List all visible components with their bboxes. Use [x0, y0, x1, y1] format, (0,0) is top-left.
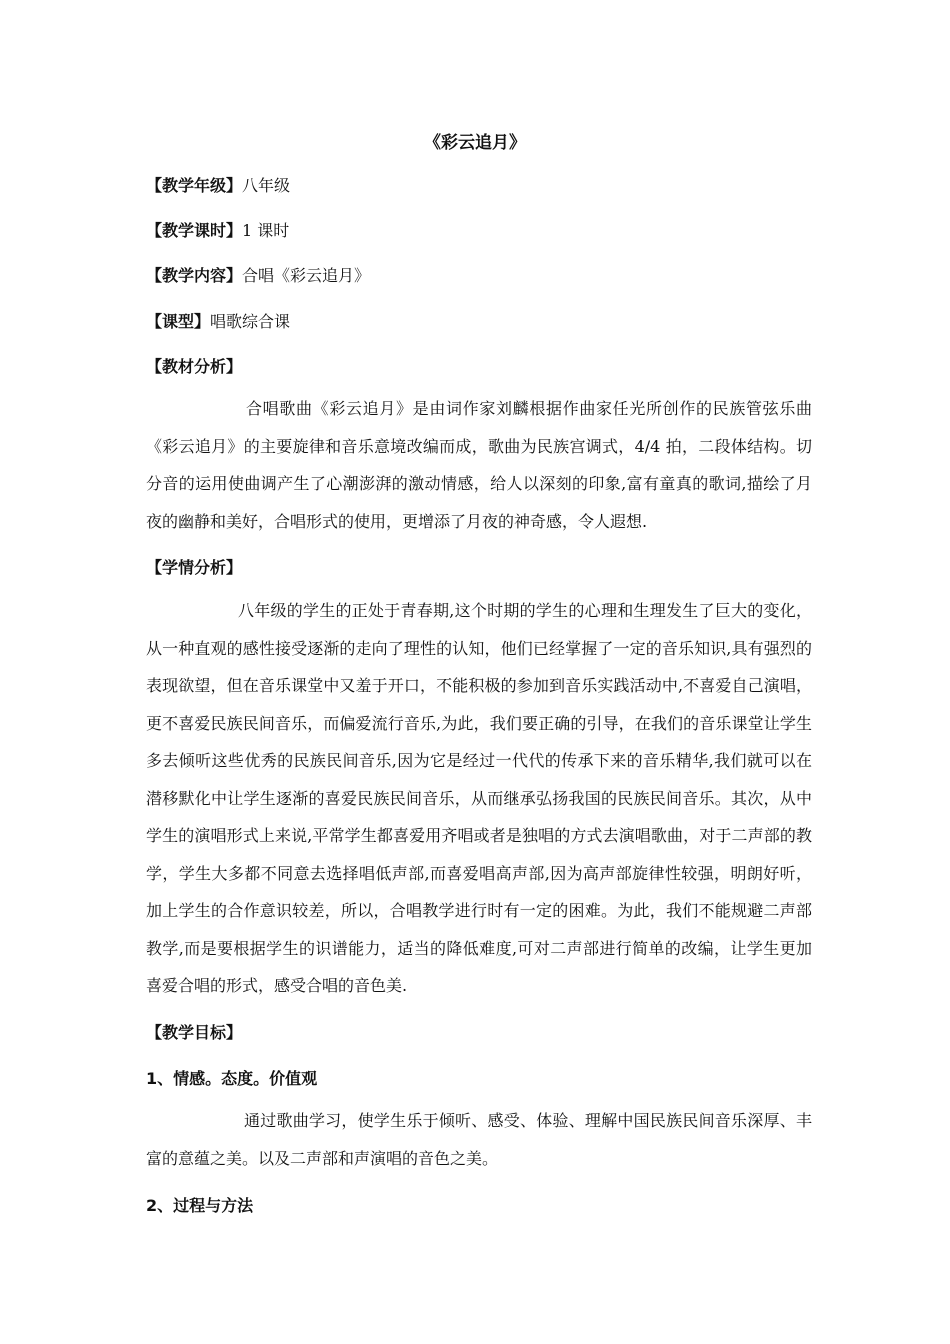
grade-row — [146, 173, 290, 196]
objective-2-heading: 2、过程与方法 — [146, 1196, 254, 1215]
hours-value: 1 课时 — [242, 221, 290, 240]
content-row — [146, 263, 370, 286]
lesson-type-label: 【课型】 — [146, 312, 211, 331]
content-label: 【教学内容】 — [146, 266, 243, 285]
student-analysis-heading: 【学情分析】 — [146, 558, 243, 577]
objectives-heading: 【教学目标】 — [146, 1023, 243, 1042]
document-title: 《彩云追月》 — [424, 133, 526, 153]
material-analysis-heading: 【教材分析】 — [146, 357, 243, 376]
content-value: 合唱《彩云追月》 — [242, 266, 371, 285]
hours-row — [146, 218, 289, 241]
lesson-type-row — [146, 309, 290, 332]
grade-label: 【教学年级】 — [146, 176, 243, 195]
material-analysis-text: 合唱歌曲《彩云追月》是由词作家刘麟根据作曲家任光所创作的民族管弦乐曲《彩云追月》的主要旋律和音乐意境改编而成，歌曲为民族宫调式，4/4 拍，二段体结构。切分音的运用使曲调产生了心潮澎湃的激动情感，给人以深刻的印象,富有童真的歌词,描绘了月夜的幽静和美好，合唱形式的使用，更增添了月夜的神奇感，令人遐想. — [146, 399, 812, 531]
lesson-type-value: 唱歌综合课 — [210, 312, 291, 331]
objective-1-text: 通过歌曲学习，使学生乐于倾听、感受、体验、理解中国民族民间音乐深厚、丰富的意蕴之美。以及二声部和声演唱的音色之美。 — [146, 1111, 812, 1168]
objective-1-heading: 1、情感。态度。价值观 — [146, 1069, 318, 1088]
hours-label: 【教学课时】 — [146, 221, 243, 240]
grade-value: 八年级 — [242, 176, 291, 195]
student-analysis-text: 八年级的学生的正处于青春期,这个时期的学生的心理和生理发生了巨大的变化，从一种直观的感性接受逐渐的走向了理性的认知，他们已经掌握了一定的音乐知识,具有强烈的表现欲望，但在音乐课堂中又羞于开口，不能积极的参加到音乐实践活动中,不喜爱自己演唱，更不喜爱民族民间音乐，而偏爱流行音乐,为此，我们要正确的引导，在我们的音乐课堂让学生多去倾听这些优秀的民族民间音乐,因为它是经过一代代的传承下来的音乐精华,我们就可以在潜移默化中让学生逐渐的喜爱民族民间音乐，从而继承弘扬我国的民族民间音乐。其次，从中学生的演唱形式上来说,平常学生都喜爱用齐唱或者是独唱的方式去演唱歌曲，对于二声部的教学，学生大多都不同意去选择唱低声部,而喜爱唱高声部,因为高声部旋律性较强，明朗好听，加上学生的合作意识较差，所以，合唱教学进行时有一定的困难。为此，我们不能规避二声部教学,而是要根据学生的识谱能力，适当的降低难度,可对二声部进行简单的改编，让学生更加喜爱合唱的形式，感受合唱的音色美. — [146, 601, 812, 995]
